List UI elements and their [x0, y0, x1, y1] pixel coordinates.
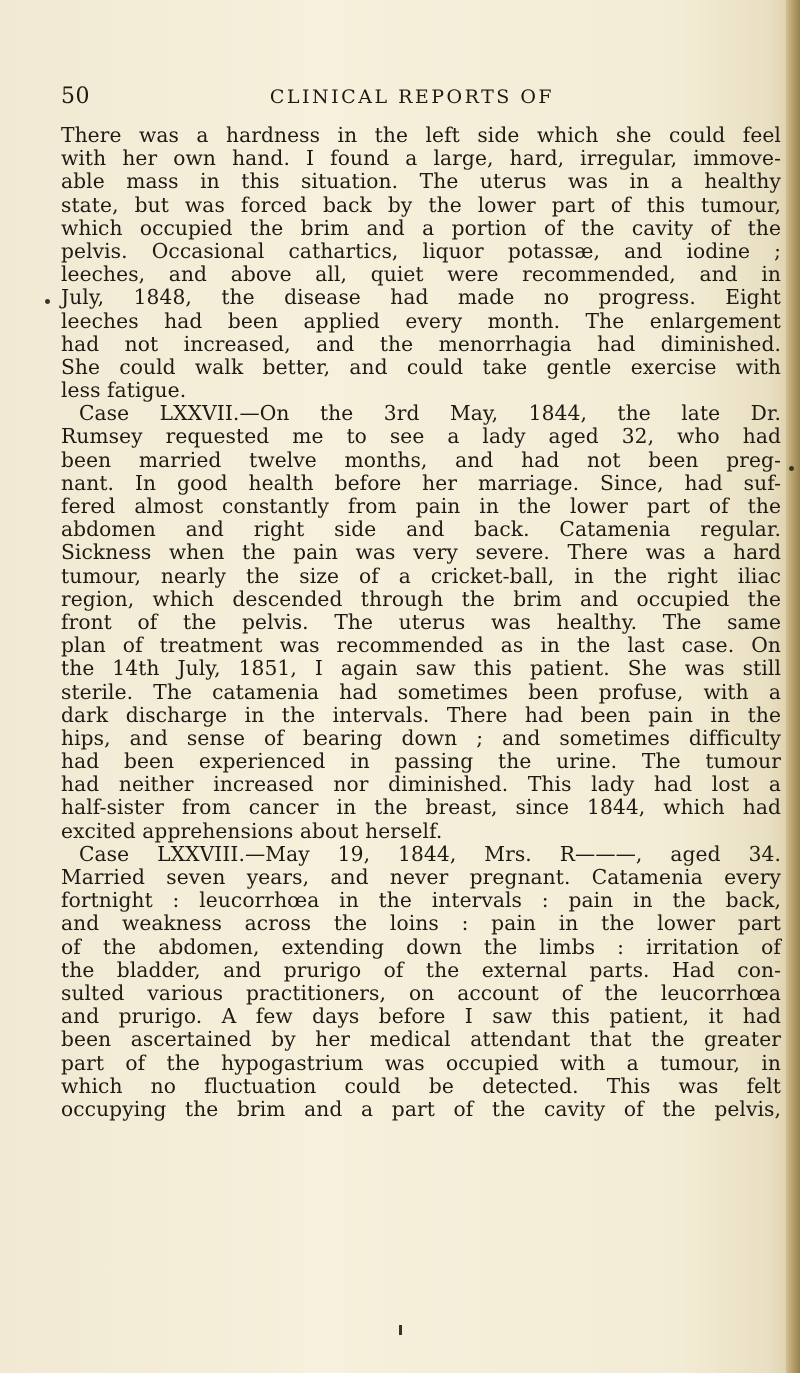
text-line: part of the hypogastrium was occupied with a tumour, in — [61, 1050, 781, 1075]
text-line: abdomen and right side and back. Catamenia regular. — [61, 517, 781, 542]
text-line: excited apprehensions about herself. — [61, 818, 443, 843]
text-line: the 14th July, 1851, I again saw this patient. She was still — [61, 656, 781, 681]
text-line: occupying the brim and a part of the cavity of the pelvis, — [61, 1096, 781, 1121]
text-line: of the abdomen, extending down the limbs : irritation of — [61, 934, 781, 959]
text-line: the bladder, and prurigo of the external parts. Had con- — [61, 957, 781, 982]
text-line: dark discharge in the intervals. There had been pain in the — [61, 702, 781, 727]
text-line: region, which descended through the brim and occupied the — [61, 586, 781, 611]
text-line: had been experienced in passing the urine. The tumour — [61, 749, 781, 774]
text-line: July, 1848, the disease had made no progress. Eight — [61, 285, 781, 310]
text-line: able mass in this situation. The uterus was in a healthy — [61, 169, 781, 194]
text-line: hips, and sense of bearing down ; and sometimes difficulty — [61, 725, 781, 750]
running-title: CLINICAL REPORTS OF — [269, 86, 555, 108]
text-line: which no fluctuation could be detected. This was felt — [61, 1073, 781, 1098]
text-line: which occupied the brim and a portion of the cavity of the — [61, 215, 781, 240]
text-line: tumour, nearly the size of a cricket-ball, in the right iliac — [61, 563, 781, 588]
text-line: She could walk better, and could take gentle exercise with — [61, 354, 781, 379]
text-line: Rumsey requested me to see a lady aged 32, who had — [61, 424, 781, 449]
text-line: and weakness across the loins : pain in the lower part — [61, 911, 781, 936]
text-line: been married twelve months, and had not been preg- — [61, 447, 781, 472]
margin-mark — [399, 1325, 402, 1335]
text-line: nant. In good health before her marriage. Since, had suf- — [61, 470, 781, 495]
text-line: leeches, and above all, quiet were recommended, and in — [61, 262, 781, 287]
text-line: sterile. The catamenia had sometimes been profuse, with a — [61, 679, 781, 704]
text-line: had not increased, and the menorrhagia had diminished. — [61, 331, 781, 356]
text-line: fortnight : leucorrhœa in the intervals : pain in the back, — [61, 888, 781, 913]
text-line: and prurigo. A few days before I saw this patient, it had — [61, 1004, 781, 1029]
text-line: less fatigue. — [61, 378, 187, 403]
text-line: state, but was forced back by the lower part of this tumour, — [61, 192, 781, 217]
page-number: 50 — [61, 84, 90, 109]
text-line: pelvis. Occasional cathartics, liquor potassæ, and iodine ; — [61, 238, 781, 263]
text-line: with her own hand. I found a large, hard, irregular, immove- — [61, 146, 781, 171]
page-edge-shadow — [786, 0, 800, 1373]
text-line: been ascertained by her medical attendant that the greater — [61, 1027, 781, 1052]
text-line: Sickness when the pain was very severe. There was a hard — [61, 540, 781, 565]
text-line: Case LXXVIII.—May 19, 1844, Mrs. R———, aged 34. — [79, 841, 781, 866]
margin-mark — [789, 466, 794, 471]
body-text — [61, 124, 781, 1121]
text-line: front of the pelvis. The uterus was healthy. The same — [61, 609, 781, 634]
text-line: leeches had been applied every month. The enlargement — [61, 308, 781, 333]
margin-mark — [45, 299, 50, 304]
text-line: had neither increased nor diminished. This lady had lost a — [61, 772, 781, 797]
text-line: There was a hardness in the left side which she could feel — [61, 123, 781, 147]
text-line: fered almost constantly from pain in the lower part of the — [61, 494, 781, 518]
text-line: plan of treatment was recommended as in the last case. On — [61, 633, 781, 658]
text-line: Married seven years, and never pregnant. Catamenia every — [61, 865, 781, 889]
text-line: Case LXXVII.—On the 3rd May, 1844, the late Dr. — [79, 401, 781, 426]
text-line: half-sister from cancer in the breast, since 1844, which had — [61, 795, 781, 820]
text-line: sulted various practitioners, on account of the leucorrhœa — [61, 980, 781, 1005]
